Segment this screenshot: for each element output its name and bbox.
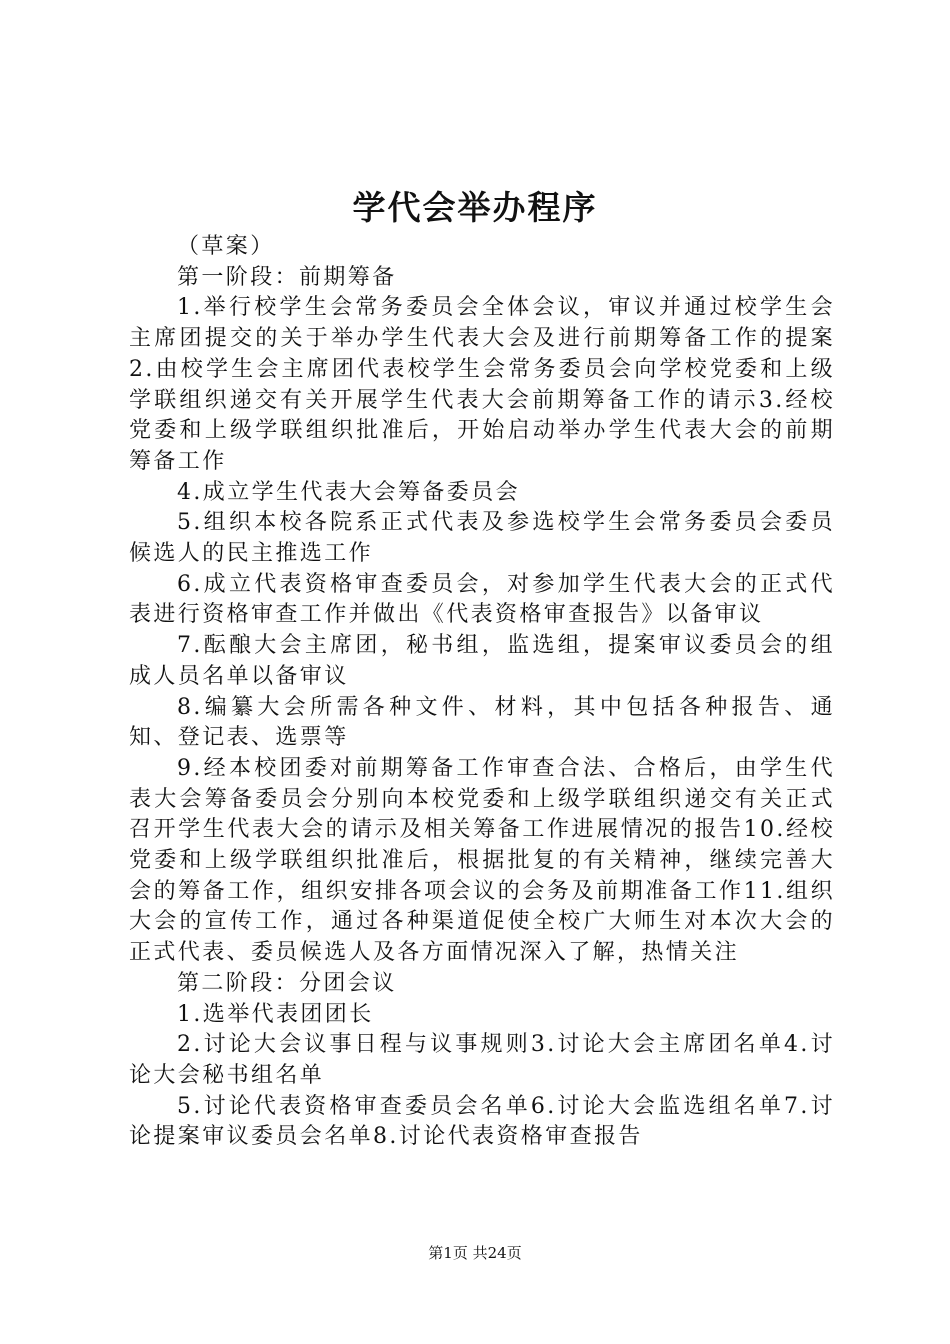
paragraph: 7.酝酿大会主席团，秘书组，监选组，提案审议委员会的组成人员名单以备审议 — [129, 633, 835, 689]
document-body — [129, 232, 835, 1153]
paragraph: 9.经本校团委对前期筹备工作审查合法、合格后，由学生代表大会筹备委员会分别向本校党委和上级学联组织递交有关正式召开学生代表大会的请示及相关筹备工作进展情况的报告10.经校党委和上级学联组织批准后，根据批复的有关精神，继续完善大会的筹备工作，组织安排各项会议的会务及前期准备工作11.组织大会的宣传工作，通过各种渠道促使全校广大师生对本次大会的正式代表、委员候选人及各方面情况深入了解，热情关注 — [129, 755, 835, 966]
paragraph-stage-two-heading: 第二阶段：分团会议 — [177, 970, 397, 996]
paragraph: 1.选举代表团团长 — [177, 1001, 374, 1027]
paragraph: 4.成立学生代表大会筹备委员会 — [177, 479, 520, 505]
paragraph: 6.成立代表资格审查委员会，对参加学生代表大会的正式代表进行资格审查工作并做出《代表资格审查报告》以备审议 — [129, 571, 835, 628]
paragraph: 1.举行校学生会常务委员会全体会议，审议并通过校学生会主席团提交的关于举办学生代表大会及进行前期筹备工作的提案2.由校学生会主席团代表校学生会常务委员会向学校党委和上级学联组织递交有关开展学生代表大会前期筹备工作的请示3.经校党委和上级学联组织批准后，开始启动举办学生代表大会的前期筹备工作 — [129, 295, 835, 474]
paragraph-stage-one-heading: 第一阶段：前期筹备 — [177, 264, 397, 290]
paragraph: 5.组织本校各院系正式代表及参选校学生会常务委员会委员候选人的民主推选工作 — [129, 510, 835, 567]
paragraph: 8.编纂大会所需各种文件、材料，其中包括各种报告、通知、登记表、选票等 — [129, 694, 835, 751]
page-footer: 第1页 共24页 — [428, 1244, 522, 1262]
paragraph: 2.讨论大会议事日程与议事规则3.讨论大会主席团名单4.讨论大会秘书组名单 — [129, 1032, 835, 1088]
paragraph-draft-note: （草案） — [177, 234, 275, 259]
paragraph: 5.讨论代表资格审查委员会名单6.讨论大会监选组名单7.讨论提案审议委员会名单8.讨论代表资格审查报告 — [129, 1093, 835, 1150]
document-title: 学代会举办程序 — [352, 188, 598, 227]
